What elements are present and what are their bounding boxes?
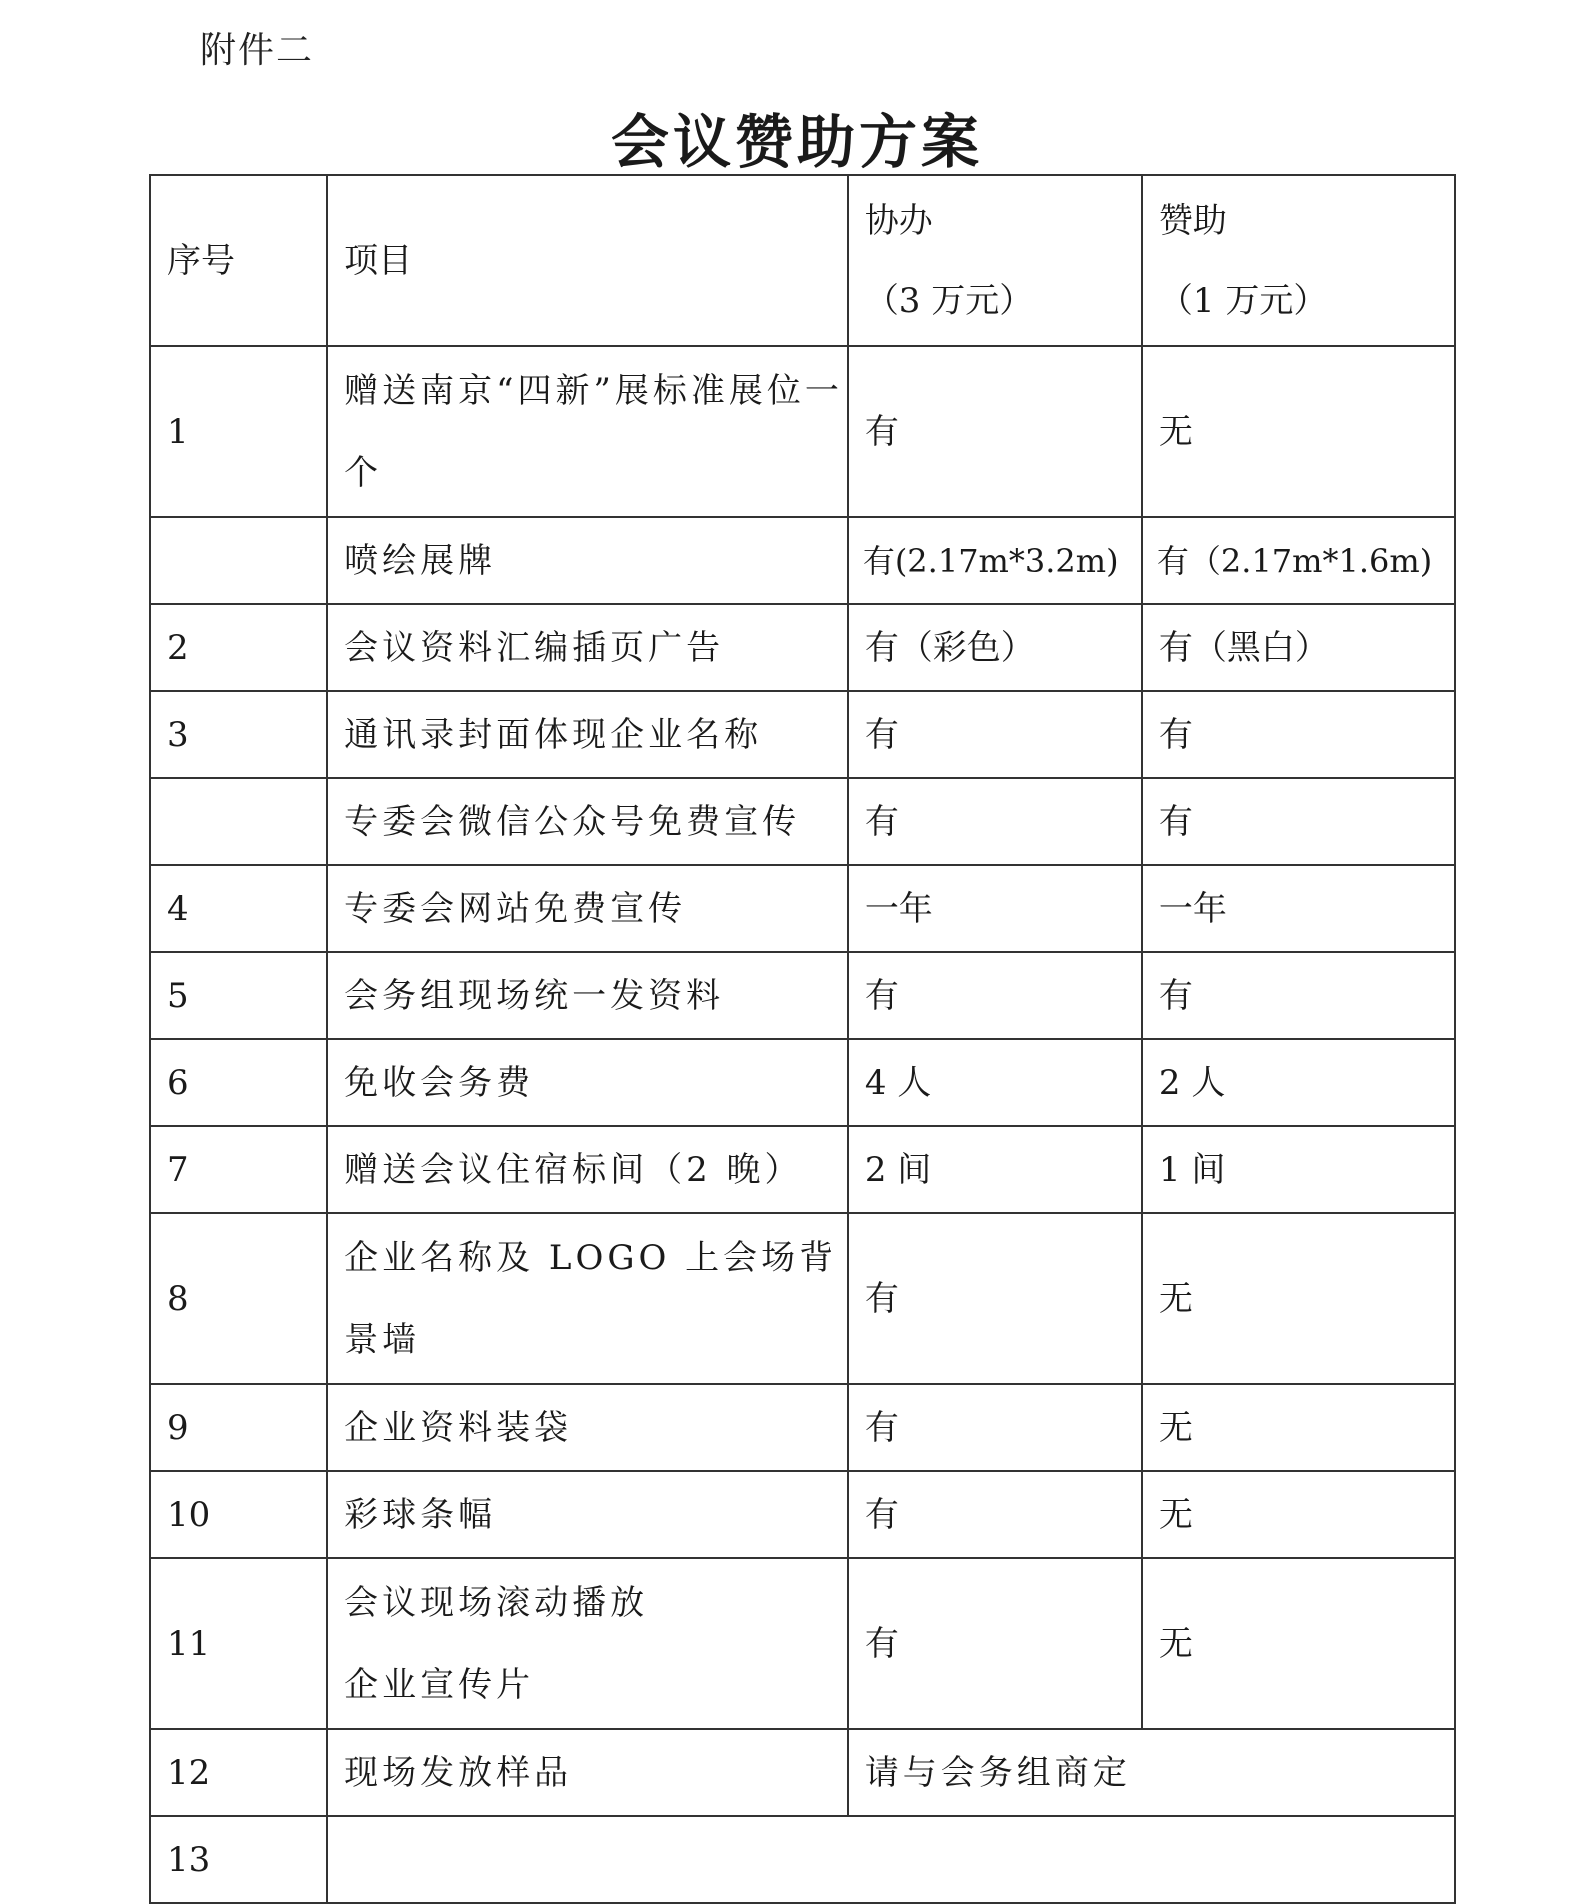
table-row	[150, 952, 1455, 1039]
row-sponsor: 无	[1142, 1471, 1455, 1558]
row-co-host: 4 人	[848, 1039, 1142, 1126]
row-no	[150, 517, 327, 604]
row-item	[327, 1558, 848, 1729]
row-no: 3	[150, 691, 327, 778]
table-row	[150, 346, 1455, 517]
row-no: 9	[150, 1384, 327, 1471]
row-co-host: 有	[848, 691, 1142, 778]
row-co-host: 有	[848, 1384, 1142, 1471]
row-sponsor: 有（黑白）	[1142, 604, 1455, 691]
row-no: 11	[150, 1558, 327, 1729]
row-no: 5	[150, 952, 327, 1039]
row-no: 13	[150, 1816, 327, 1903]
row-co-host: 有(2.17m*3.2m)	[848, 517, 1142, 604]
row-co-host: 一年	[848, 865, 1142, 952]
row-co-host: 有	[848, 778, 1142, 865]
row-co-host: 有	[848, 1213, 1142, 1384]
row-item: 喷绘展牌	[327, 517, 848, 604]
row-no: 2	[150, 604, 327, 691]
table-header-row	[150, 175, 1455, 346]
row-item: 企业资料装袋	[327, 1384, 848, 1471]
header-co-host-price: （3 万元）	[864, 280, 1034, 321]
row-item: 现场发放样品	[327, 1729, 848, 1816]
row-sponsor: 无	[1142, 1213, 1455, 1384]
row-item-line-2: 企业宣传片	[344, 1664, 535, 1705]
row-no	[150, 778, 327, 865]
row-no: 4	[150, 865, 327, 952]
row-item: 赠送会议住宿标间（2 晚）	[327, 1126, 848, 1213]
table-row	[150, 1213, 1455, 1384]
row-co-host: 2 间	[848, 1126, 1142, 1213]
header-item: 项目	[327, 175, 848, 346]
row-sponsor: 无	[1142, 1558, 1455, 1729]
header-no: 序号	[150, 175, 327, 346]
table-row	[150, 517, 1455, 604]
table-row	[150, 1558, 1455, 1729]
header-sponsor	[1142, 175, 1455, 346]
table-row	[150, 691, 1455, 778]
row-no: 6	[150, 1039, 327, 1126]
row-co-host: 有（彩色）	[848, 604, 1142, 691]
row-sponsor: 有	[1142, 691, 1455, 778]
attachment-label: 附件二	[200, 30, 315, 71]
row-item-line-1: 会议现场滚动播放	[344, 1582, 649, 1623]
row-sponsor: 无	[1142, 346, 1455, 517]
table-row	[150, 1729, 1455, 1816]
row-item: 会务组现场统一发资料	[327, 952, 848, 1039]
row-co-host: 有	[848, 1558, 1142, 1729]
row-item: 企业名称及 LOGO 上会场背景墙	[327, 1213, 848, 1384]
row-no: 8	[150, 1213, 327, 1384]
row-co-host: 有	[848, 1471, 1142, 1558]
table-row	[150, 1384, 1455, 1471]
row-no: 12	[150, 1729, 327, 1816]
row-sponsor: 有（2.17m*1.6m)	[1142, 517, 1455, 604]
row-co-host: 有	[848, 346, 1142, 517]
row-no: 1	[150, 346, 327, 517]
table-row	[150, 604, 1455, 691]
row-no: 7	[150, 1126, 327, 1213]
row-sponsor: 2 人	[1142, 1039, 1455, 1126]
header-co-host	[848, 175, 1142, 346]
row-sponsor: 有	[1142, 778, 1455, 865]
document-title: 会议赞助方案	[610, 108, 983, 176]
row-item: 免收会务费	[327, 1039, 848, 1126]
row-item	[327, 1816, 1455, 1903]
table-row	[150, 1816, 1455, 1903]
row-item: 通讯录封面体现企业名称	[327, 691, 848, 778]
row-item: 赠送南京“四新”展标准展位一个	[327, 346, 848, 517]
header-co-host-label: 协办	[864, 200, 933, 241]
header-sponsor-price: （1 万元）	[1158, 280, 1328, 321]
table-row	[150, 1471, 1455, 1558]
row-item: 彩球条幅	[327, 1471, 848, 1558]
row-co-host: 有	[848, 952, 1142, 1039]
row-merged-note: 请与会务组商定	[848, 1729, 1455, 1816]
row-item: 专委会微信公众号免费宣传	[327, 778, 848, 865]
row-item: 会议资料汇编插页广告	[327, 604, 848, 691]
row-sponsor: 有	[1142, 952, 1455, 1039]
row-sponsor: 一年	[1142, 865, 1455, 952]
table-row	[150, 865, 1455, 952]
row-item: 专委会网站免费宣传	[327, 865, 848, 952]
row-no: 10	[150, 1471, 327, 1558]
row-sponsor: 1 间	[1142, 1126, 1455, 1213]
sponsorship-table	[149, 174, 1456, 1904]
header-sponsor-label: 赞助	[1158, 200, 1227, 241]
table-row	[150, 778, 1455, 865]
table-row	[150, 1039, 1455, 1126]
table-row	[150, 1126, 1455, 1213]
row-sponsor: 无	[1142, 1384, 1455, 1471]
